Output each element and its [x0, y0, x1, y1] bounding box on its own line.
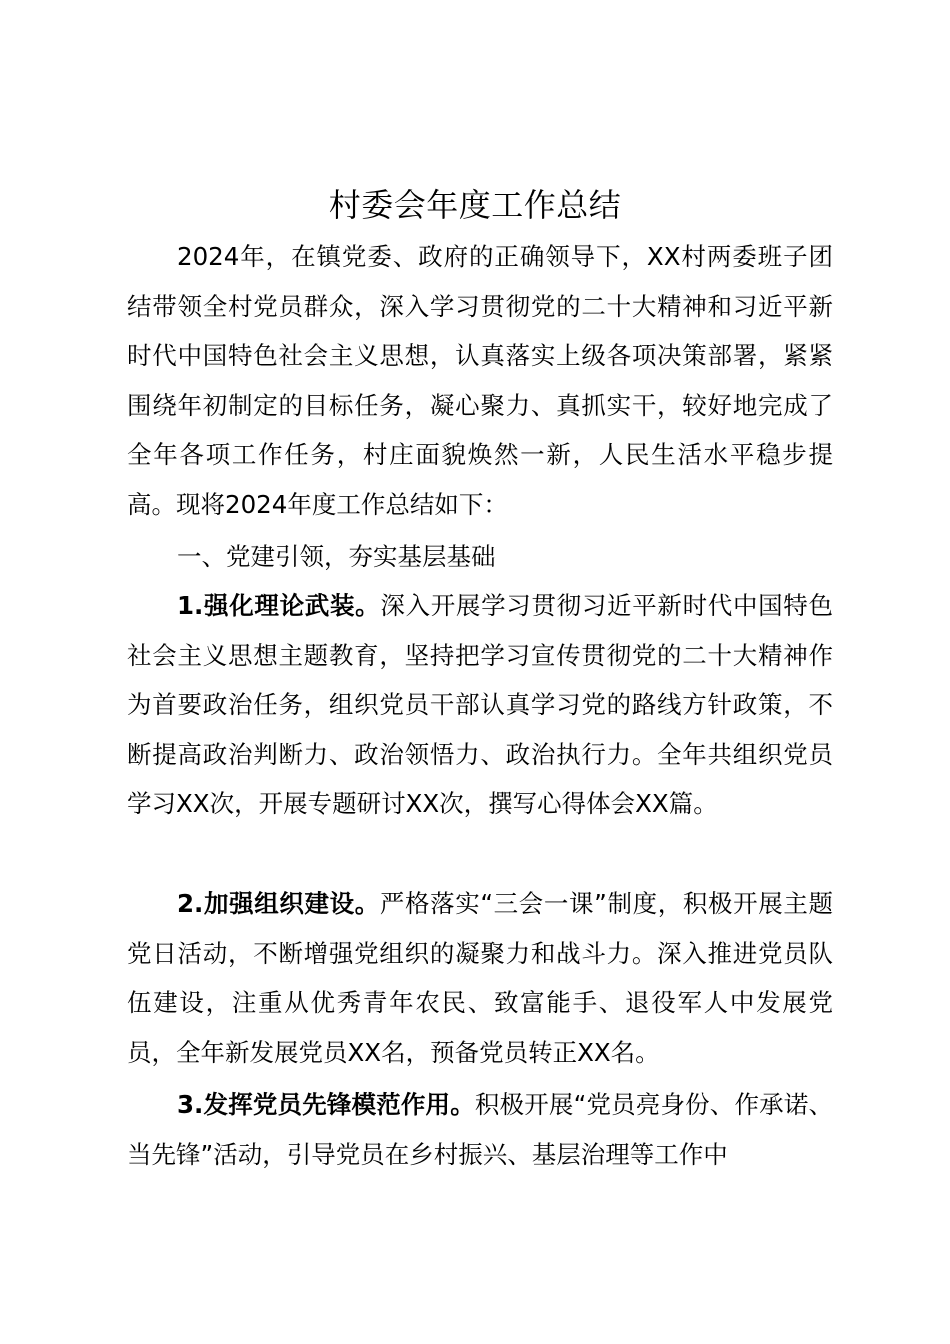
intro-paragraph: 2024年，在镇党委、政府的正确领导下，XX村两委班子团结带领全村党员群众，深入学习贯彻党的二十大精神和习近平新时代中国特色社会主义思想，认真落实上级各项决策部署，紧紧围绕年初制定的目标任务，凝心聚力、真抓实干，较好地完成了全年各项工作任务，村庄面貌焕然一新，人民生活水平稳步提高。现将2024年度工作总结如下： — [127, 242, 833, 519]
item-lead: 2.加强组织建设。 — [177, 889, 380, 918]
section-heading: 一、党建引领，夯实基层基础 — [177, 542, 496, 571]
paragraph-item-3 — [127, 1080, 833, 1179]
paragraph-item-1 — [127, 581, 833, 829]
item-text: 积极开展“党员亮身份、作承诺、当先锋”活动，引导党员在乡村振兴、基层治理等工作中 — [127, 1090, 833, 1169]
item-text: 严格落实“三会一课”制度，积极开展主题党日活动，不断增强党组织的凝聚力和战斗力。深入推进党员队伍建设，注重从优秀青年农民、致富能手、退役军人中发展党员，全年新发展党员XX名，预备党员转正XX名。 — [127, 889, 833, 1067]
item-lead: 1.强化理论武装。 — [177, 591, 381, 620]
item-lead: 3.发挥党员先锋模范作用。 — [177, 1090, 475, 1119]
paragraph-item-2 — [127, 879, 833, 1077]
document-title: 村委会年度工作总结 — [328, 186, 622, 224]
item-text: 深入开展学习贯彻习近平新时代中国特色社会主义思想主题教育，坚持把学习宣传贯彻党的二十大精神作为首要政治任务，组织党员干部认真学习党的路线方针政策，不断提高政治判断力、政治领悟力、政治执行力。全年共组织党员学习XX次，开展专题研讨XX次，撰写心得体会XX篇。 — [127, 591, 833, 818]
